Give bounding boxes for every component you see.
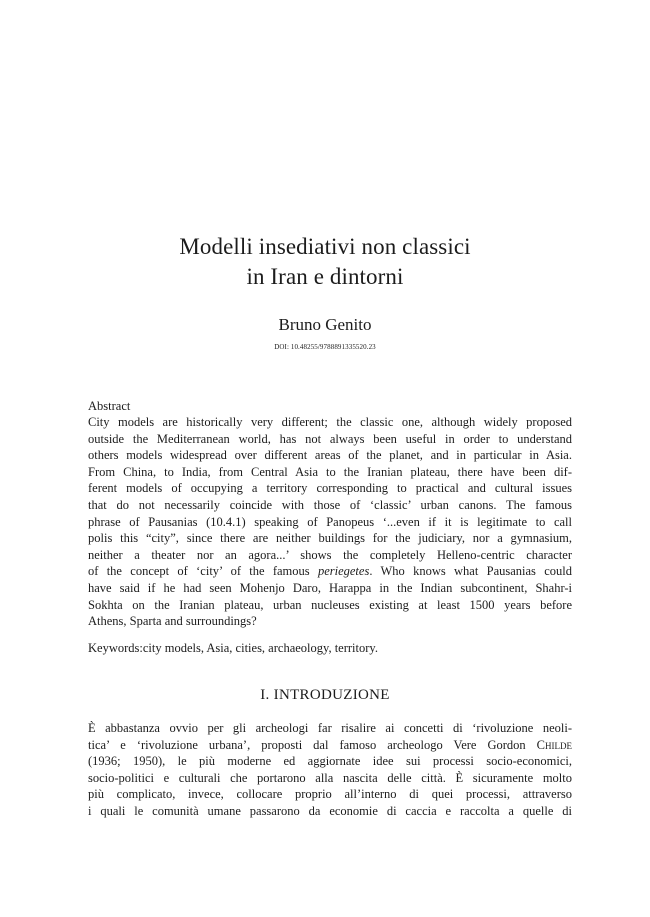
intro-line-with-smallcaps	[88, 737, 572, 754]
abstract-body	[88, 414, 572, 630]
author-name-smallcaps: Childe	[536, 737, 572, 752]
article-author: Bruno Genito	[278, 315, 372, 334]
article-title-line-1: Modelli insediativi non classici	[179, 234, 471, 259]
article-title	[0, 232, 650, 292]
abstract-line: City models are historically very different; the classic one, although widely proposed	[88, 415, 572, 429]
abstract-line: have said if he had seen Mohenjo Daro, Harappa in the Indian subcontinent, Shahr-i	[88, 580, 572, 595]
abstract-line: neither a theater nor an agora...’ shows the completely Helleno-centric character	[88, 547, 572, 562]
abstract-line: outside the Mediterranean world, has not always been useful in order to understand	[88, 431, 572, 446]
abstract-line: Sokhta on the Iranian plateau, urban nucleuses existing at least 1500 years before	[88, 597, 572, 612]
section-heading: I. INTRODUZIONE	[260, 687, 390, 703]
intro-line: socio-politici e culturali che portarono alla nascita delle città. È sicuramente molto	[88, 770, 572, 785]
abstract-line: From China, to India, from Central Asia to the Iranian plateau, there have been dif-	[88, 464, 572, 479]
intro-line: (1936; 1950), le più moderne ed aggiornate idee sui processi socio-economici,	[88, 754, 572, 769]
intro-body	[88, 720, 572, 820]
article-title-line-2: in Iran e dintorni	[246, 264, 404, 289]
abstract-line: phrase of Pausanias (10.4.1) speaking of Panopeus ‘...even if it is legitimate to call	[88, 514, 572, 529]
abstract-line: that do not necessarily coincide with those of ‘classic’ urban canons. The famous	[88, 497, 572, 512]
abstract-line: Athens, Sparta and surroundings?	[88, 614, 257, 629]
abstract-line: others models widespread over different areas of the planet, and in particular in Asia.	[88, 448, 572, 463]
abstract-line-10-post: . Who knows what Pausanias could	[369, 564, 572, 579]
abstract-line: polis this “city”, since there are neither buildings for the judiciary, nor a gymnasium,	[88, 531, 572, 546]
abstract-line: ferent models of occupying a territory corresponding to practical and cultural issues	[88, 481, 572, 496]
abstract-line-10-pre: of the concept of ‘city’ of the famous	[88, 564, 318, 579]
intro-line: È abbastanza ovvio per gli archeologi far risalire ai concetti di ‘rivoluzione neoli-	[88, 721, 572, 735]
abstract-line-with-italic	[88, 563, 572, 580]
intro-line: i quali le comunità umane passarono da economie di caccia e raccolta a quelle di	[88, 803, 572, 818]
article-doi: DOI: 10.48255/9788891335520.23	[274, 343, 376, 351]
intro-line-2-pre: tica’ e ‘rivoluzione urbana’, proposti dal famoso archeologo Vere Gordon	[88, 737, 537, 752]
keywords: Keywords:city models, Asia, cities, archaeology, territory.	[88, 641, 378, 655]
abstract-italic-term: periegetes	[317, 564, 370, 579]
intro-line: più complicato, invece, collocare proprio all’interno di quei processi, attraverso	[88, 787, 572, 802]
abstract-label: Abstract	[88, 399, 131, 413]
